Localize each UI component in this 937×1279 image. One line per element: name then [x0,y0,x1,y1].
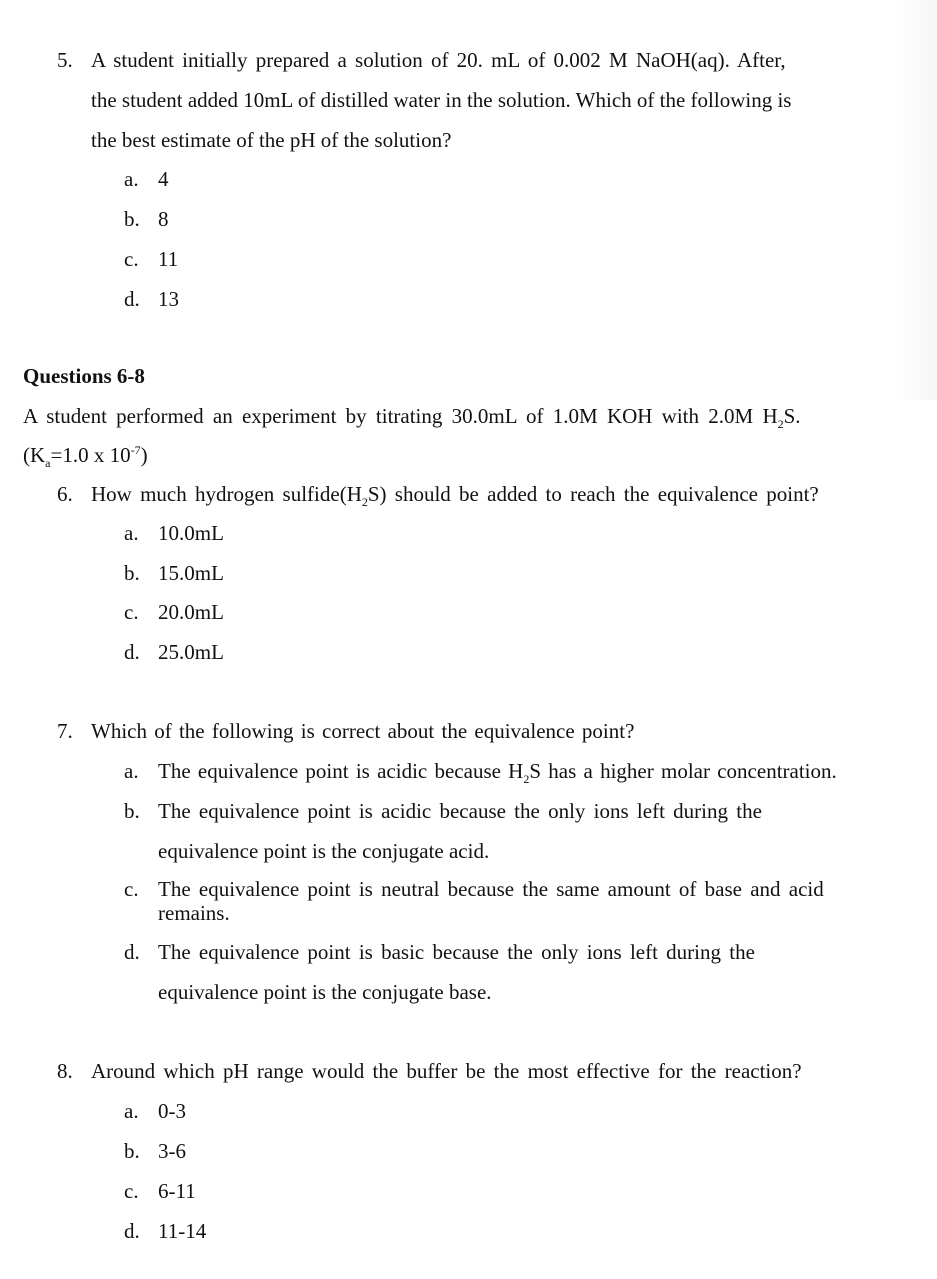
q6-stem [57,481,819,510]
q7-option-b[interactable] [124,798,762,824]
option-letter: b. [124,799,140,823]
q7-option-c[interactable] [124,876,824,902]
option-letter: a. [124,1099,139,1123]
option-letter: c. [124,600,139,624]
option-text: 6-11 [158,1179,196,1203]
q7-option-b-line-2: equivalence point is the conjugate acid. [158,839,490,863]
q7-option-d-line-2: equivalence point is the conjugate base. [158,980,492,1004]
option-text-end: S has a higher molar concentration. [529,759,837,783]
ka-value [23,442,148,471]
ka-superscript: -7 [130,443,141,457]
page-shadow [897,0,937,400]
q7-option-d[interactable] [124,939,755,965]
intro-text: A student performed an experiment by titrating 30.0mL of 1.0M KOH with 2.0M H [23,404,778,428]
option-letter: b. [124,1139,140,1163]
q6-number: 6. [57,482,73,506]
q5-stem-line-1 [57,47,786,73]
q5-option-c[interactable] [124,246,178,272]
option-text: The equivalence point is neutral because the same amount of base and acid [158,877,824,901]
option-letter: b. [124,207,140,231]
option-letter: a. [124,521,139,545]
option-text: 3-6 [158,1139,186,1163]
option-letter: a. [124,167,139,191]
option-text: 8 [158,207,169,231]
q7-option-a[interactable] [124,758,837,787]
q6-option-c[interactable] [124,599,224,625]
option-text: 10.0mL [158,521,224,545]
option-letter: d. [124,940,140,964]
option-text: The equivalence point is basic because the only ions left during the [158,940,755,964]
section-heading: Questions 6-8 [23,364,145,388]
option-text: 15.0mL [158,561,224,585]
option-text: The equivalence point is acidic because H [158,759,524,783]
option-letter: a. [124,759,139,783]
q6-subscript: 2 [361,495,368,510]
option-letter: d. [124,1219,140,1243]
q7-option-c-line-2: remains. [158,901,230,925]
q8-stem [57,1058,802,1084]
intro-text-end: S. [783,404,801,428]
q6-stem-text: How much hydrogen sulfide(H [91,482,362,506]
q5-stem-text-1: A student initially prepared a solution of 20. mL of 0.002 M NaOH(aq). After, [91,48,786,72]
q8-option-a[interactable] [124,1098,186,1124]
q6-option-d[interactable] [124,639,224,665]
q5-number: 5. [57,48,73,72]
option-letter: d. [124,287,140,311]
ka-close: ) [140,443,148,467]
option-letter: c. [124,1179,139,1203]
q5-option-b[interactable] [124,206,169,232]
q5-option-a[interactable] [124,166,169,192]
q6-option-a[interactable] [124,520,224,546]
intro-subscript: 2 [777,417,784,432]
option-text: 13 [158,287,179,311]
ka-mid: =1.0 x 10 [50,443,131,467]
q6-option-b[interactable] [124,560,224,586]
section-intro-line-1 [23,403,801,432]
q5-stem-line-3: the best estimate of the pH of the solution? [91,128,452,152]
ka-subscript: a [45,456,51,471]
q7-number: 7. [57,719,73,743]
q8-number: 8. [57,1059,73,1083]
option-subscript: 2 [523,772,530,787]
option-letter: b. [124,561,140,585]
option-text: 11 [158,247,179,271]
q8-option-c[interactable] [124,1178,196,1204]
option-text: 20.0mL [158,600,224,624]
option-letter: c. [124,247,139,271]
q8-option-b[interactable] [124,1138,186,1164]
option-text: 25.0mL [158,640,224,664]
q7-stem [57,718,634,744]
option-text: 0-3 [158,1099,186,1123]
q8-stem-text: Around which pH range would the buffer be the most effective for the reaction? [91,1059,802,1083]
q5-option-d[interactable] [124,286,179,312]
option-text: 11-14 [158,1219,207,1243]
option-text: 4 [158,167,169,191]
q7-stem-text: Which of the following is correct about the equivalence point? [91,719,635,743]
option-letter: d. [124,640,140,664]
q8-option-d[interactable] [124,1218,206,1244]
option-text: The equivalence point is acidic because the only ions left during the [158,799,762,823]
q6-stem-text-end: S) should be added to reach the equivalence point? [367,482,819,506]
option-letter: c. [124,877,139,901]
ka-open: (K [23,443,46,467]
q5-stem-line-2: the student added 10mL of distilled water in the solution. Which of the following is [91,88,792,112]
